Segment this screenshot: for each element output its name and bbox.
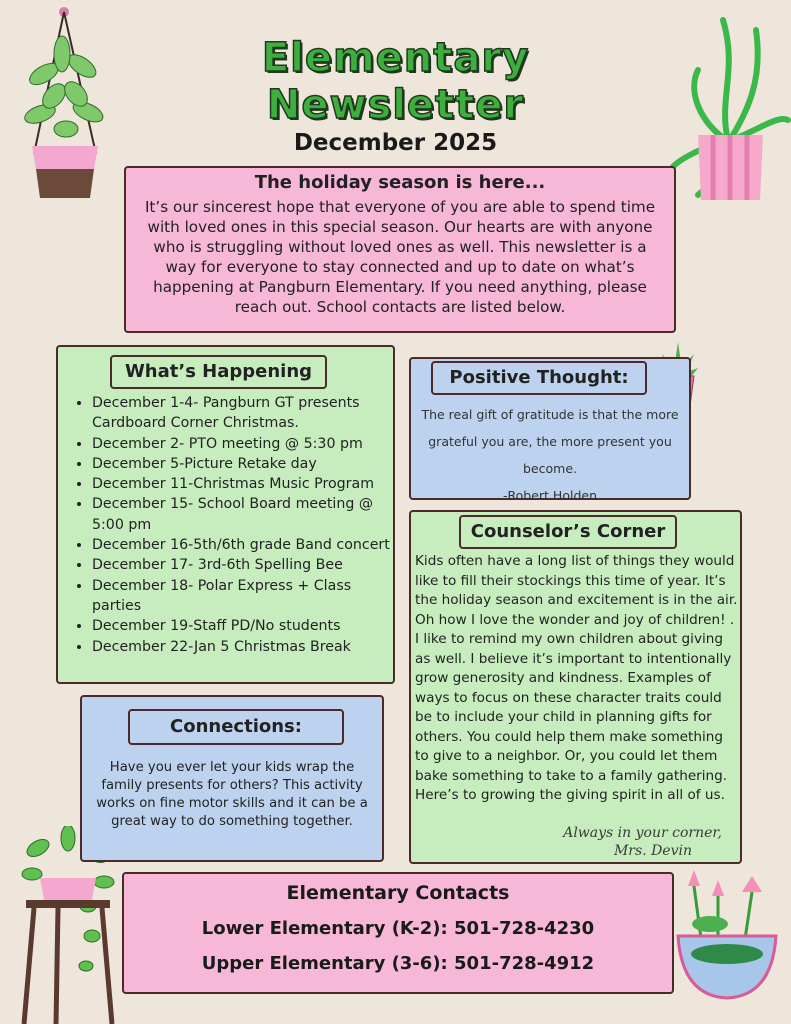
event-item: • December 1-4- Pangburn GT presents Cardboard Corner Christmas. [92, 393, 393, 434]
lotus-bowl-icon [672, 866, 782, 1006]
event-item: • December 16-5th/6th grade Band concert [92, 535, 393, 555]
counselor-para-2: I like to remind my own children about giving as well. I believe it’s important to intentionally grow generosity and kindness. Examples of ways to focus on these character traits could be to include your child in planning gifts for others. You could help them make something to give to a neighbor. Or, you could let them bake something to take to a family gathering. [415, 631, 732, 784]
connections-box [80, 695, 384, 862]
signature-line-1: Always in your corner, [563, 824, 722, 841]
event-item: • December 11-Christmas Music Program [92, 474, 393, 494]
signature-line-2: Mrs. Devin [613, 842, 692, 859]
counselor-para-1: Kids often have a long list of things they would like to fill their stockings this time of year. It’s the holiday season and excitement is in the air. Oh how I love the wonder and joy of children! . [415, 553, 738, 628]
contacts-box [122, 872, 674, 994]
title-line-1: Elementary [261, 35, 530, 81]
title-line-2: Newsletter [266, 82, 525, 128]
connections-heading: Connections: [128, 709, 344, 745]
quote-line-2: grateful you are, the more present you become. [428, 434, 672, 476]
event-item: • December 19-Staff PD/No students [92, 616, 393, 636]
newsletter-date: December 2025 [293, 130, 498, 156]
counselor-para-3: Here’s to growing the giving spirit in all of us. [415, 787, 725, 803]
quote-line-1: The real gift of gratitude is that the more [421, 407, 679, 422]
event-item: • December 2- PTO meeting @ 5:30 pm [92, 434, 393, 454]
intro-box [124, 166, 676, 333]
connections-body: Have you ever let your kids wrap the family presents for others? This activity works on fine motor skills and it can be a great way to do something together. [96, 760, 368, 829]
whats-happening-heading: What’s Happening [110, 355, 327, 389]
event-item: • December 15- School Board meeting @ 5:00 pm [92, 494, 393, 535]
event-item: • December 18- Polar Express + Class parties [92, 576, 393, 617]
quote-author: -Robert Holden [503, 488, 597, 503]
event-item: • December 5-Picture Retake day [92, 454, 393, 474]
contact-upper: Upper Elementary (3-6): 501-728-4912 [201, 953, 595, 974]
contact-lower: Lower Elementary (K-2): 501-728-4230 [201, 918, 595, 939]
contacts-heading: Elementary Contacts [286, 882, 510, 904]
intro-body: It’s our sincerest hope that everyone of you are able to spend time with loved ones in this special season. Our hearts are with anyone who is struggling without loved ones as well. This newsletter is a way for everyone to stay connected and up to date on what’s happening at Pangburn Elementary. If you need anything, please reach out. School contacts are listed below. [144, 198, 656, 316]
counselors-corner-box [409, 510, 742, 864]
event-item: • December 22-Jan 5 Christmas Break [92, 637, 393, 657]
whats-happening-box [56, 345, 395, 684]
positive-thought-heading: Positive Thought: [431, 361, 647, 395]
positive-thought-box [409, 357, 691, 503]
events-list [58, 393, 393, 657]
intro-heading: The holiday season is here... [254, 172, 546, 193]
event-item: • December 17- 3rd-6th Spelling Bee [92, 555, 393, 575]
counselors-corner-heading: Counselor’s Corner [459, 515, 677, 549]
